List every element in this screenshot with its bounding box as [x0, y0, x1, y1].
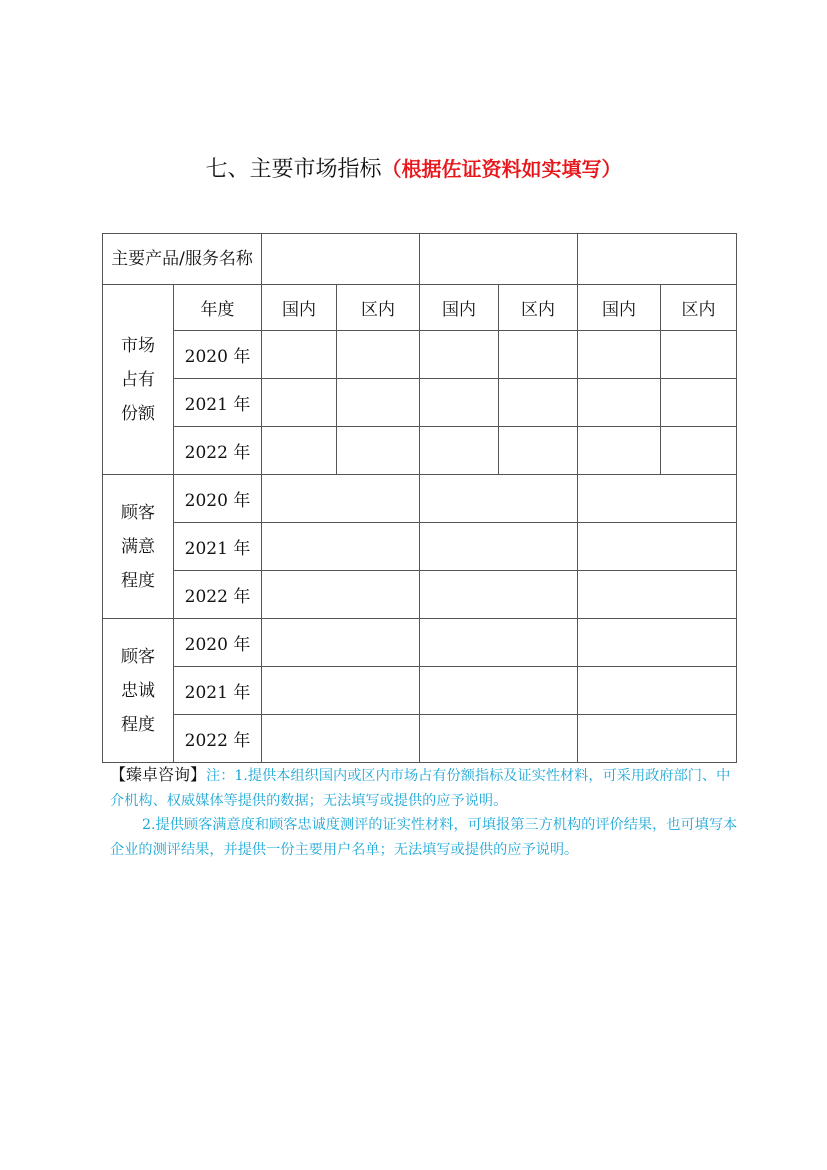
- section-label-market-share: [103, 285, 174, 475]
- label-line: 份额: [121, 403, 155, 424]
- table-row: [103, 331, 737, 379]
- table-row: [103, 571, 737, 619]
- input-cell[interactable]: [262, 523, 420, 571]
- page-title: [0, 153, 827, 186]
- input-cell[interactable]: [262, 667, 420, 715]
- input-cell[interactable]: [420, 619, 578, 667]
- label-line: 满意: [121, 536, 155, 557]
- label-line: 市场: [121, 335, 155, 356]
- input-cell[interactable]: [420, 331, 499, 379]
- input-cell[interactable]: [262, 571, 420, 619]
- year-cell: 2021 年: [174, 523, 262, 571]
- title-instruction: （根据佐证资料如实填写）: [381, 157, 622, 181]
- table-row: [103, 523, 737, 571]
- input-cell[interactable]: [337, 427, 420, 475]
- domestic-header-2: 国内: [420, 285, 499, 331]
- input-cell[interactable]: [262, 715, 420, 763]
- section-label-loyalty: [103, 619, 174, 763]
- input-cell[interactable]: [578, 571, 737, 619]
- label-line: 顾客: [121, 502, 155, 523]
- table-row: [103, 475, 737, 523]
- input-cell[interactable]: [420, 523, 578, 571]
- column-header-row: [103, 285, 737, 331]
- label-line: 程度: [121, 714, 155, 735]
- input-cell[interactable]: [420, 379, 499, 427]
- input-cell[interactable]: [499, 427, 578, 475]
- product-row: [103, 234, 737, 285]
- label-line: 占有: [121, 369, 155, 390]
- input-cell[interactable]: [262, 379, 337, 427]
- year-cell: 2021 年: [174, 667, 262, 715]
- input-cell[interactable]: [262, 427, 337, 475]
- input-cell[interactable]: [420, 475, 578, 523]
- footnote-item-1: [110, 763, 740, 813]
- table-row: [103, 427, 737, 475]
- domestic-header-1: 国内: [262, 285, 337, 331]
- input-cell[interactable]: [578, 619, 737, 667]
- input-cell[interactable]: [420, 571, 578, 619]
- input-cell[interactable]: [578, 475, 737, 523]
- input-cell[interactable]: [578, 715, 737, 763]
- input-cell[interactable]: [262, 619, 420, 667]
- input-cell[interactable]: [578, 667, 737, 715]
- input-cell[interactable]: [499, 331, 578, 379]
- input-cell[interactable]: [499, 379, 578, 427]
- regional-header-3: 区内: [661, 285, 737, 331]
- input-cell[interactable]: [578, 523, 737, 571]
- input-cell[interactable]: [661, 427, 737, 475]
- input-cell[interactable]: [578, 427, 661, 475]
- input-cell[interactable]: [262, 331, 337, 379]
- input-cell[interactable]: [337, 379, 420, 427]
- year-cell: 2020 年: [174, 475, 262, 523]
- input-cell[interactable]: [337, 331, 420, 379]
- input-cell[interactable]: [661, 331, 737, 379]
- input-cell[interactable]: [420, 667, 578, 715]
- input-cell[interactable]: [578, 379, 661, 427]
- regional-header-1: 区内: [337, 285, 420, 331]
- label-line: 顾客: [121, 646, 155, 667]
- product-name-cell-3[interactable]: [578, 234, 737, 285]
- product-header: 主要产品/服务名称: [103, 234, 262, 285]
- year-cell: 2020 年: [174, 331, 262, 379]
- product-name-cell-2[interactable]: [420, 234, 578, 285]
- input-cell[interactable]: [420, 715, 578, 763]
- table-row: [103, 619, 737, 667]
- year-header: 年度: [174, 285, 262, 331]
- input-cell[interactable]: [420, 427, 499, 475]
- input-cell[interactable]: [262, 475, 420, 523]
- year-cell: 2021 年: [174, 379, 262, 427]
- brand-label: 【臻卓咨询】: [110, 765, 207, 784]
- footnote-text-1: 注：1.提供本组织国内或区内市场占有份额指标及证实性材料，可采用政府部门、中介机构、权威媒体等提供的数据；无法填写或提供的应予说明。: [110, 768, 731, 809]
- domestic-header-3: 国内: [578, 285, 661, 331]
- table-row: [103, 379, 737, 427]
- year-cell: 2020 年: [174, 619, 262, 667]
- section-label-satisfaction: [103, 475, 174, 619]
- market-indicators-table: [102, 233, 737, 763]
- regional-header-2: 区内: [499, 285, 578, 331]
- section-title: 七、主要市场指标: [205, 157, 382, 182]
- year-cell: 2022 年: [174, 715, 262, 763]
- table-row: [103, 715, 737, 763]
- product-name-cell-1[interactable]: [262, 234, 420, 285]
- footnote: [110, 763, 740, 862]
- input-cell[interactable]: [661, 379, 737, 427]
- label-line: 忠诚: [121, 680, 155, 701]
- year-cell: 2022 年: [174, 427, 262, 475]
- year-cell: 2022 年: [174, 571, 262, 619]
- footnote-item-2: 2.提供顾客满意度和顾客忠诚度测评的证实性材料，可填报第三方机构的评价结果，也可填写本企业的测评结果，并提供一份主要用户名单；无法填写或提供的应予说明。: [110, 817, 738, 858]
- label-line: 程度: [121, 570, 155, 591]
- table-row: [103, 667, 737, 715]
- input-cell[interactable]: [578, 331, 661, 379]
